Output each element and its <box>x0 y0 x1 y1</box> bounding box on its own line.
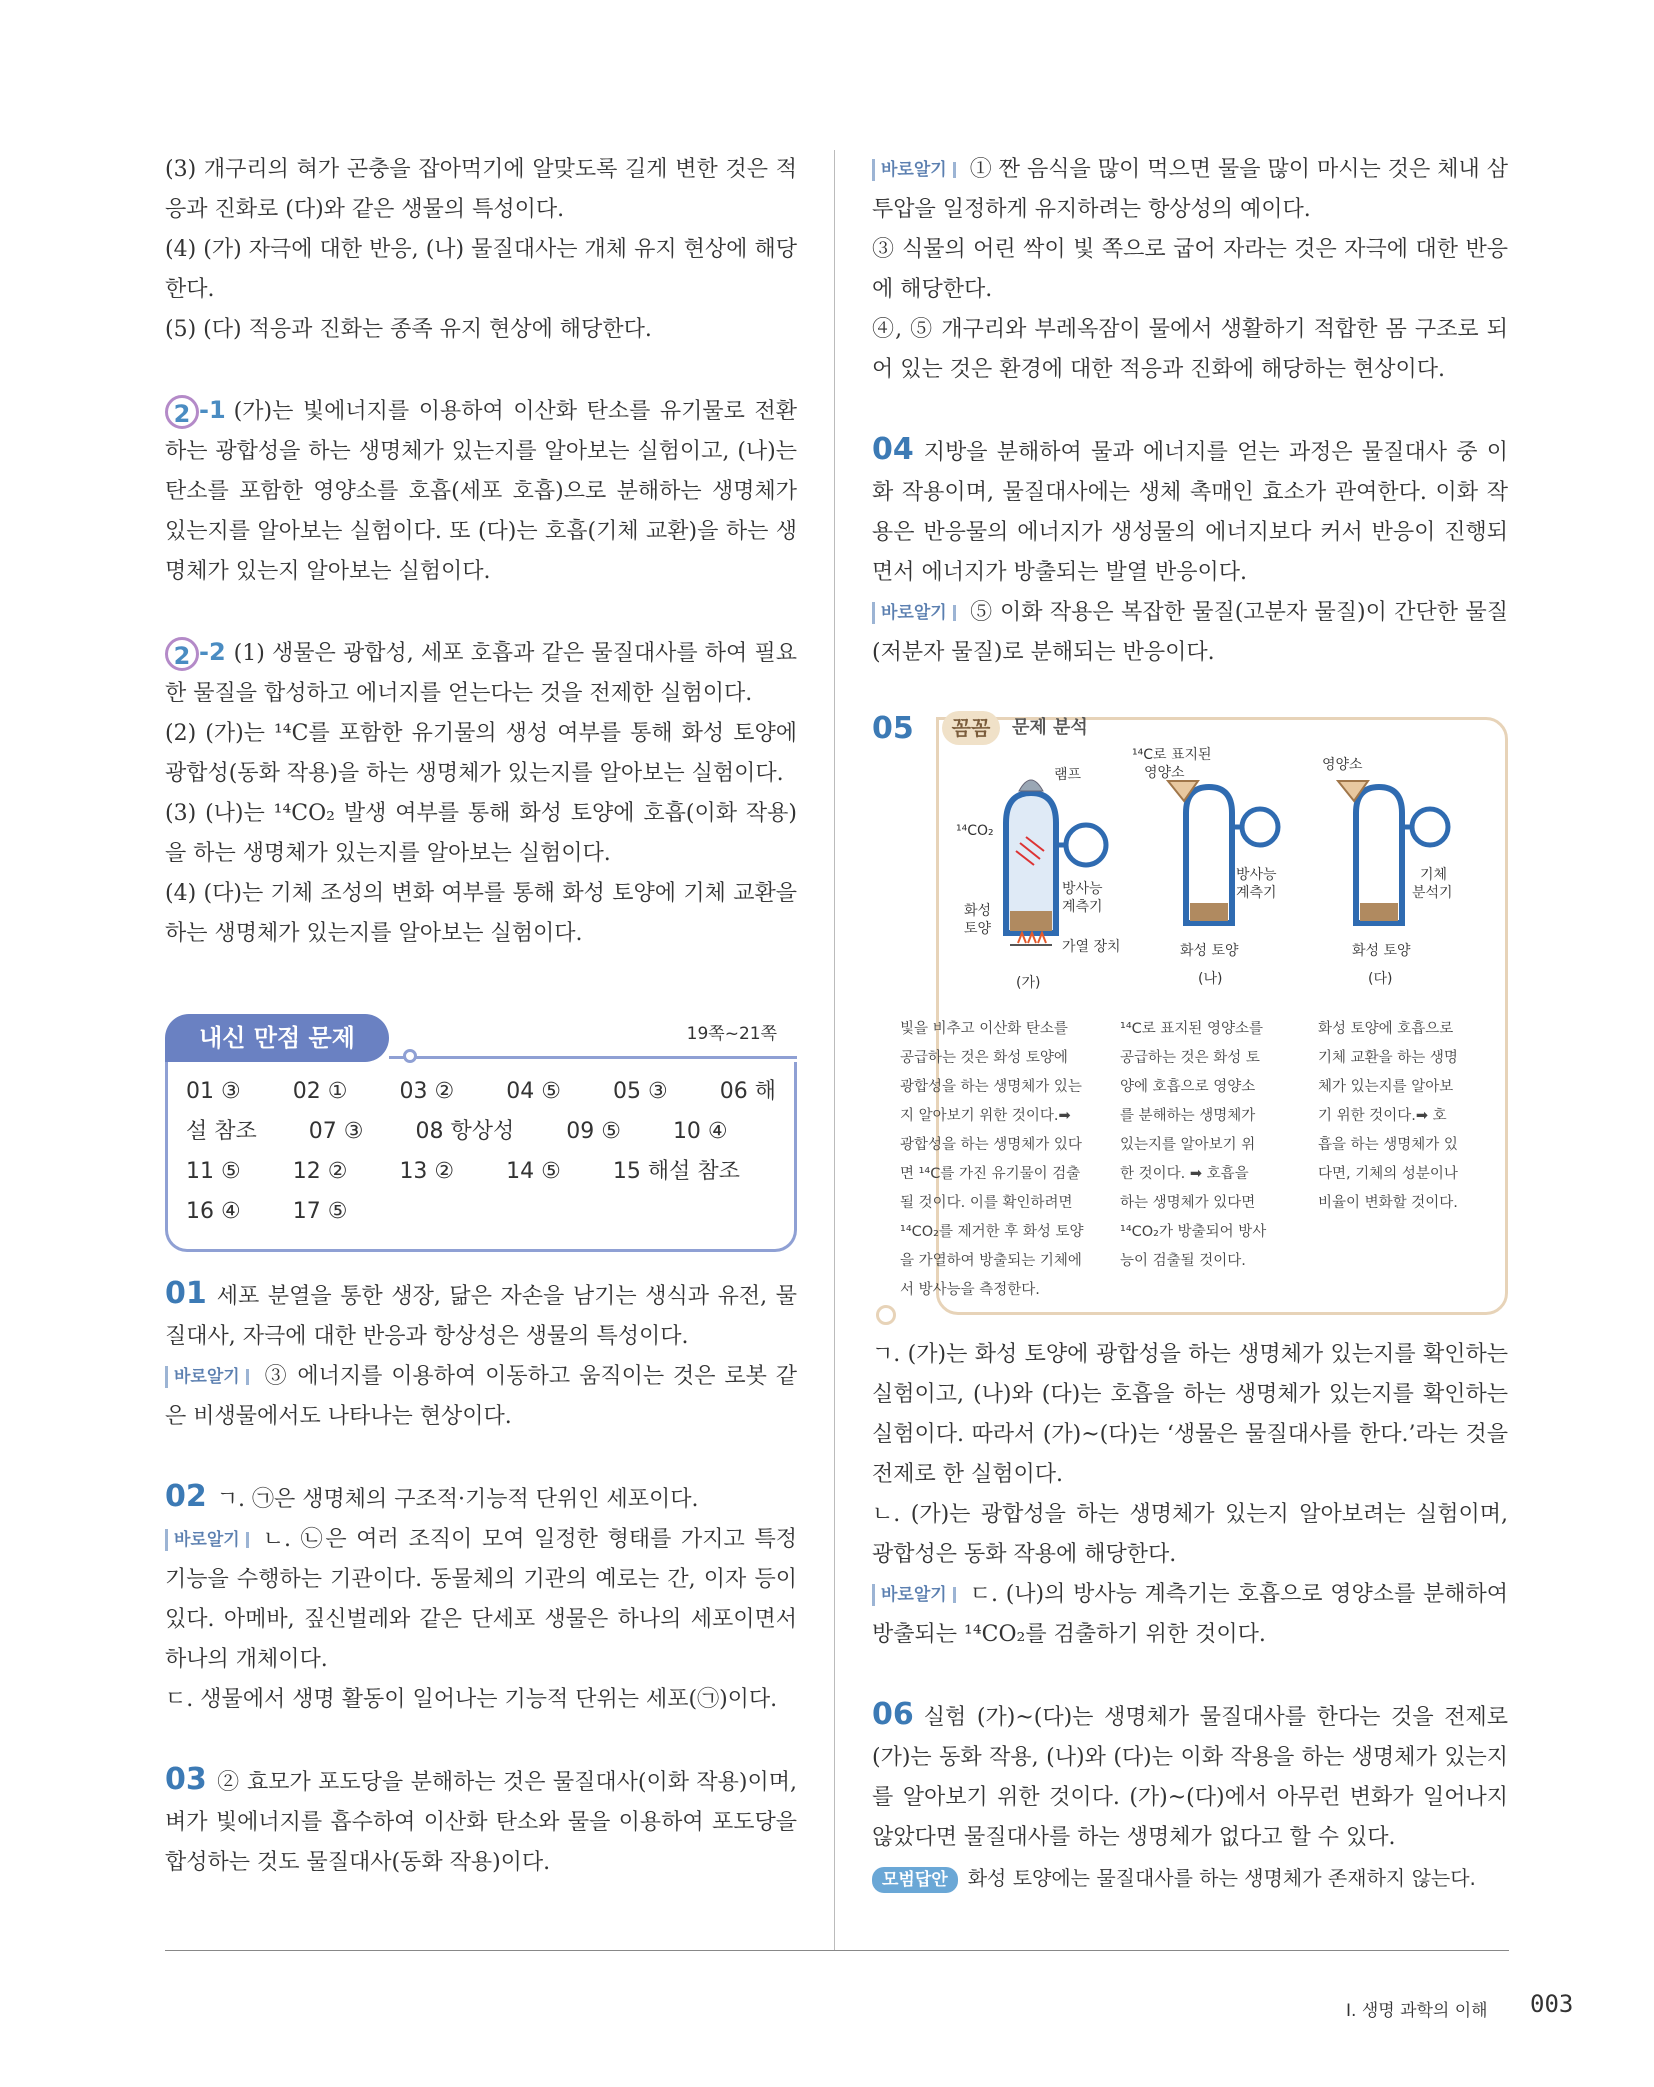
fig-label: 영양소 <box>1322 757 1363 773</box>
question-2-2-item-3: (3) (나)는 ¹⁴CO₂ 발생 여부를 통해 화성 토양에 호흡(이화 작용)을 하는 생명체가 있는지를 알아보는 실험이다. <box>165 801 797 866</box>
page-number: 003 <box>1530 1990 1574 2018</box>
question-2-1 <box>165 390 797 592</box>
answer: 13 ② <box>399 1159 455 1184</box>
fig-label: 기체 <box>1420 867 1448 883</box>
desc-line: 공급하는 것은 화성 토 <box>1120 1050 1260 1066</box>
question-03 <box>165 1760 797 1883</box>
fig-label: 가열 장치 <box>1062 939 1121 955</box>
exam-answer-box <box>165 1014 797 1254</box>
correction-tag: 바로알기 <box>872 1584 962 1606</box>
exam-pages: 19쪽~21쪽 <box>686 1024 777 1044</box>
prev-item-3: (3) 개구리의 혀가 곤충을 잡아먹기에 알맞도록 길게 변한 것은 적응과 진화로 (다)와 같은 생물의 특성이다. <box>165 157 797 222</box>
question-03-correction <box>872 150 1508 230</box>
exam-dot <box>403 1049 417 1063</box>
question-03-text-2: ③ 식물의 어린 싹이 빛 쪽으로 굽어 자라는 것은 자극에 대한 반응에 해당한다. <box>872 237 1508 302</box>
soil-b-icon <box>1190 903 1228 921</box>
question-number: 01 <box>165 1276 207 1311</box>
answer: 06 해 <box>719 1079 776 1104</box>
apparatus-c <box>1322 756 1453 987</box>
correction-text: ③ 에너지를 이용하여 이동하고 움직이는 것은 로봇 같은 비생물에서도 나타나는 현상이다. <box>165 1364 797 1429</box>
desc-line: 화성 토양에 호흡으로 <box>1318 1021 1454 1037</box>
fig-label: 방사능 <box>1062 881 1103 897</box>
desc-line: 체가 있는지를 알아보 <box>1318 1079 1454 1095</box>
soil-a-icon <box>1010 911 1052 931</box>
flask-c <box>1356 787 1402 923</box>
question-2-2-text-1: (1) 생물은 광합성, 세포 호흡과 같은 물질대사를 하여 필요한 물질을 합성하고 에너지를 얻는다는 것을 전제한 실험이다. <box>165 641 797 706</box>
sub-number: -2 <box>199 638 226 666</box>
apparatus-b <box>1132 746 1278 987</box>
desc-line: 서 방사능을 측정한다. <box>900 1282 1040 1298</box>
fig-label: (다) <box>1368 971 1393 987</box>
fig-label: 화성 토양 <box>1180 943 1239 959</box>
question-02-text-2: ㄷ. 생물에서 생명 활동이 일어나는 기능적 단위는 세포(㉠)이다. <box>165 1687 778 1712</box>
question-02-correction <box>165 1520 797 1680</box>
desc-line: 을 가열하여 방출되는 기체에 <box>900 1253 1082 1269</box>
answer: 17 ⑤ <box>292 1199 348 1224</box>
answer: 07 ③ <box>308 1119 364 1144</box>
answer: 04 ⑤ <box>506 1079 561 1104</box>
flask-b <box>1186 787 1232 923</box>
question-number-badge: 2 <box>165 395 199 429</box>
desc-line: 한 것이다. ➡ 호흡을 <box>1120 1166 1249 1182</box>
answer: 15 해설 참조 <box>612 1159 740 1184</box>
answer: 11 ⑤ <box>186 1159 241 1184</box>
experiment-diagram <box>936 743 1508 1013</box>
question-04 <box>872 430 1508 593</box>
question-02 <box>165 1477 797 1520</box>
question-04-correction <box>872 593 1508 673</box>
analysis-pill: 꼼꼼 <box>942 711 1000 745</box>
prev-item-5: (5) (다) 적응과 진화는 종족 유지 현상에 해당한다. <box>165 317 652 342</box>
question-number: 05 <box>872 711 914 746</box>
desc-line: 지 알아보기 위한 것이다.➡ <box>900 1108 1071 1124</box>
model-answer-tag: 모범답안 <box>872 1867 958 1893</box>
answer: 03 ② <box>399 1079 455 1104</box>
answer: 01 ③ <box>186 1079 241 1104</box>
analysis-label: 문제 분석 <box>1012 717 1088 738</box>
fig-label: 계측기 <box>1236 885 1277 901</box>
fig-label: 방사능 <box>1236 867 1277 883</box>
question-number: 06 <box>872 1697 914 1732</box>
question-2-2-item-4: (4) (다)는 기체 조성의 변화 여부를 통해 화성 토양에 기체 교환을 하는 생명체가 있는지를 알아보는 실험이다. <box>165 881 797 946</box>
fig-label: (나) <box>1198 971 1223 987</box>
desc-line: 있는지를 알아보기 위 <box>1120 1137 1256 1153</box>
analysis-desc-b <box>1120 1015 1292 1276</box>
desc-line: 다면, 기체의 성분이나 <box>1318 1166 1458 1182</box>
answer: 05 ③ <box>613 1079 668 1104</box>
desc-line: 될 것이다. 이를 확인하려면 <box>900 1195 1073 1211</box>
fig-label: 분석기 <box>1412 885 1453 901</box>
question-05-text-2: ㄴ. (가)는 광합성을 하는 생명체가 있는지 알아보려는 실험이며, 광합성은 동화 작용에 해당한다. <box>872 1502 1508 1567</box>
desc-line: 하는 생명체가 있다면 <box>1120 1195 1256 1211</box>
lamp-icon <box>1019 780 1043 791</box>
answer: 설 참조 <box>186 1119 257 1144</box>
column-divider <box>834 150 835 1950</box>
fig-label: 영양소 <box>1144 765 1185 781</box>
correction-text: ㄷ. (나)의 방사능 계측기는 호흡으로 영양소를 분해하여 방출되는 ¹⁴CO₂를 검출하기 위한 것이다. <box>872 1582 1508 1647</box>
question-06-text: 실험 (가)~(다)는 생명체가 물질대사를 한다는 것을 전제로 (가)는 동화 작용, (나)와 (다)는 이화 작용을 하는 생명체가 있는지를 알아보기 위한 것이다. (가)~(다)에서 아무런 변화가 일어나지 않았다면 물질대사를 하는 생명체가 없다고 할 수 있다. <box>872 1705 1508 1850</box>
desc-line: 광합성을 하는 생명체가 있다 <box>900 1137 1082 1153</box>
meter-bulb-a <box>1066 825 1106 865</box>
desc-line: ¹⁴CO₂가 방출되어 방사 <box>1120 1224 1267 1240</box>
problem-analysis-box <box>872 703 1508 1315</box>
answer: 09 ⑤ <box>566 1119 621 1144</box>
exam-row <box>186 1072 776 1112</box>
desc-line: 기 위한 것이다.➡ 호 <box>1318 1108 1447 1124</box>
analysis-desc-a <box>900 1015 1096 1305</box>
footer-section-title: Ⅰ. 생명 과학의 이해 <box>1346 2001 1488 2021</box>
left-column <box>165 150 797 1883</box>
question-03-text-3: ④, ⑤ 개구리와 부레옥잠이 물에서 생활하기 적합한 몸 구조로 되어 있는 것은 환경에 대한 적응과 진화에 해당하는 현상이다. <box>872 317 1508 382</box>
analysis-desc-c <box>1318 1015 1494 1218</box>
question-number: 04 <box>872 432 914 467</box>
correction-tag: 바로알기 <box>165 1366 255 1388</box>
answer: 12 ② <box>292 1159 348 1184</box>
exam-title: 내신 만점 문제 <box>165 1014 389 1062</box>
question-04-text: 지방을 분해하여 물과 에너지를 얻는 과정은 물질대사 중 이화 작용이며, 물질대사에는 생체 촉매인 효소가 관여한다. 이화 작용은 반응물의 에너지가 생성물의 에너지보다 커서 반응이 진행되면서 에너지가 방출되는 발열 반응이다. <box>872 440 1508 585</box>
desc-line: 흡을 하는 생명체가 있 <box>1318 1137 1458 1153</box>
answer: 14 ⑤ <box>506 1159 561 1184</box>
desc-line: 를 분해하는 생명체가 <box>1120 1108 1256 1124</box>
desc-line: 광합성을 하는 생명체가 있는 <box>900 1079 1082 1095</box>
prev-item-4: (4) (가) 자극에 대한 반응, (나) 물질대사는 개체 유지 현상에 해당한다. <box>165 237 797 302</box>
fig-label: 램프 <box>1054 767 1082 783</box>
model-answer-text: 화성 토양에는 물질대사를 하는 생명체가 존재하지 않는다. <box>967 1866 1476 1890</box>
question-01-correction <box>165 1357 797 1437</box>
exam-line <box>389 1056 797 1059</box>
desc-line: 능이 검출될 것이다. <box>1120 1253 1246 1269</box>
analyzer-bulb-c <box>1412 809 1448 845</box>
fig-label: 화성 토양 <box>1352 943 1411 959</box>
desc-line: 면 ¹⁴C를 가진 유기물이 검출 <box>900 1166 1081 1182</box>
exam-row <box>186 1112 776 1152</box>
soil-c-icon <box>1360 903 1398 921</box>
fig-label: 토양 <box>964 921 992 937</box>
fig-label: (가) <box>1016 975 1041 991</box>
correction-tag: 바로알기 <box>872 159 962 181</box>
answer: 02 ① <box>292 1079 348 1104</box>
question-2-1-text: (가)는 빛에너지를 이용하여 이산화 탄소를 유기물로 전환하는 광합성을 하는 생명체가 있는지를 알아보는 실험이고, (나)는 탄소를 포함한 영양소를 호흡(세포 호흡)으로 분해하는 생명체가 있는지를 알아보는 실험이다. 또 (다)는 호흡(기체 교환)을 하는 생명체가 있는지 알아보는 실험이다. <box>165 399 797 584</box>
fig-label: 화성 <box>964 903 992 919</box>
answer: 08 항상성 <box>415 1119 515 1144</box>
question-number-badge: 2 <box>165 637 199 671</box>
correction-text: ㄴ. ㉡은 여러 조직이 모여 일정한 형태를 가지고 특정 기능을 수행하는 기관이다. 동물체의 기관의 예로는 간, 이자 등이 있다. 아메바, 짚신벌레와 같은 단세포 생물은 하나의 세포이면서 하나의 개체이다. <box>165 1527 797 1672</box>
fig-label: ¹⁴CO₂ <box>956 823 994 839</box>
desc-line: 기체 교환을 하는 생명 <box>1318 1050 1458 1066</box>
correction-tag: 바로알기 <box>165 1529 255 1551</box>
exam-answers <box>165 1062 797 1252</box>
desc-line: 양에 호흡으로 영양소 <box>1120 1079 1256 1095</box>
fig-label: 계측기 <box>1062 899 1103 915</box>
answer: 10 ④ <box>672 1119 728 1144</box>
question-03-text: ② 효모가 포도당을 분해하는 것은 물질대사(이화 작용)이며, 벼가 빛에너지를 흡수하여 이산화 탄소와 물을 이용하여 포도당을 합성하는 것도 물질대사(동화 작용)이다. <box>165 1770 797 1875</box>
question-2-2-item-2: (2) (가)는 ¹⁴C를 포함한 유기물의 생성 여부를 통해 화성 토양에 광합성(동화 작용)을 하는 생명체가 있는지를 알아보는 실험이다. <box>165 721 797 786</box>
question-05-text-1: ㄱ. (가)는 화성 토양에 광합성을 하는 생명체가 있는지를 확인하는 실험이고, (나)와 (다)는 호흡을 하는 생명체가 있는지를 확인하는 실험이다. 따라서 (가)~(다)는 ‘생물은 물질대사를 한다.’라는 것을 전제로 한 실험이다. <box>872 1342 1508 1487</box>
correction-text: ⑤ 이화 작용은 복잡한 물질(고분자 물질)이 간단한 물질(저분자 물질)로 분해되는 반응이다. <box>872 600 1508 665</box>
answer: 16 ④ <box>186 1199 241 1224</box>
correction-text: ① 짠 음식을 많이 먹으면 물을 많이 마시는 것은 체내 삼투압을 일정하게 유지하려는 항상성의 예이다. <box>872 157 1508 222</box>
heater-flame-icon <box>1018 933 1046 943</box>
question-number: 02 <box>165 1479 207 1514</box>
question-01 <box>165 1274 797 1357</box>
desc-line: 비율이 변화할 것이다. <box>1318 1195 1458 1211</box>
desc-line: 공급하는 것은 화성 토양에 <box>900 1050 1068 1066</box>
desc-line: ¹⁴C로 표지된 영양소를 <box>1120 1021 1264 1037</box>
question-2-2-item-1 <box>165 632 797 714</box>
bottom-rule <box>165 1950 1509 1951</box>
correction-tag: 바로알기 <box>872 602 962 624</box>
exam-row <box>186 1192 776 1232</box>
sub-number: -1 <box>199 396 226 424</box>
meter-bulb-b <box>1242 809 1278 845</box>
desc-line: 빛을 비추고 이산화 탄소를 <box>900 1021 1068 1037</box>
analysis-dot <box>876 1305 896 1325</box>
question-06-model-answer <box>872 1858 1508 1899</box>
desc-line: ¹⁴CO₂를 제거한 후 화성 토양 <box>900 1224 1084 1240</box>
exam-row <box>186 1152 776 1192</box>
question-number: 03 <box>165 1762 207 1797</box>
apparatus-a <box>956 766 1121 991</box>
question-06 <box>872 1695 1508 1858</box>
fig-label: ¹⁴C로 표지된 <box>1132 747 1212 763</box>
question-02-text: ㄱ. ㉠은 생명체의 구조적·기능적 단위인 세포이다. <box>216 1487 699 1512</box>
question-01-text: 세포 분열을 통한 생장, 닮은 자손을 남기는 생식과 유전, 물질대사, 자극에 대한 반응과 항상성은 생물의 특성이다. <box>165 1284 797 1349</box>
question-05-correction <box>872 1575 1508 1655</box>
right-column <box>872 150 1508 1899</box>
